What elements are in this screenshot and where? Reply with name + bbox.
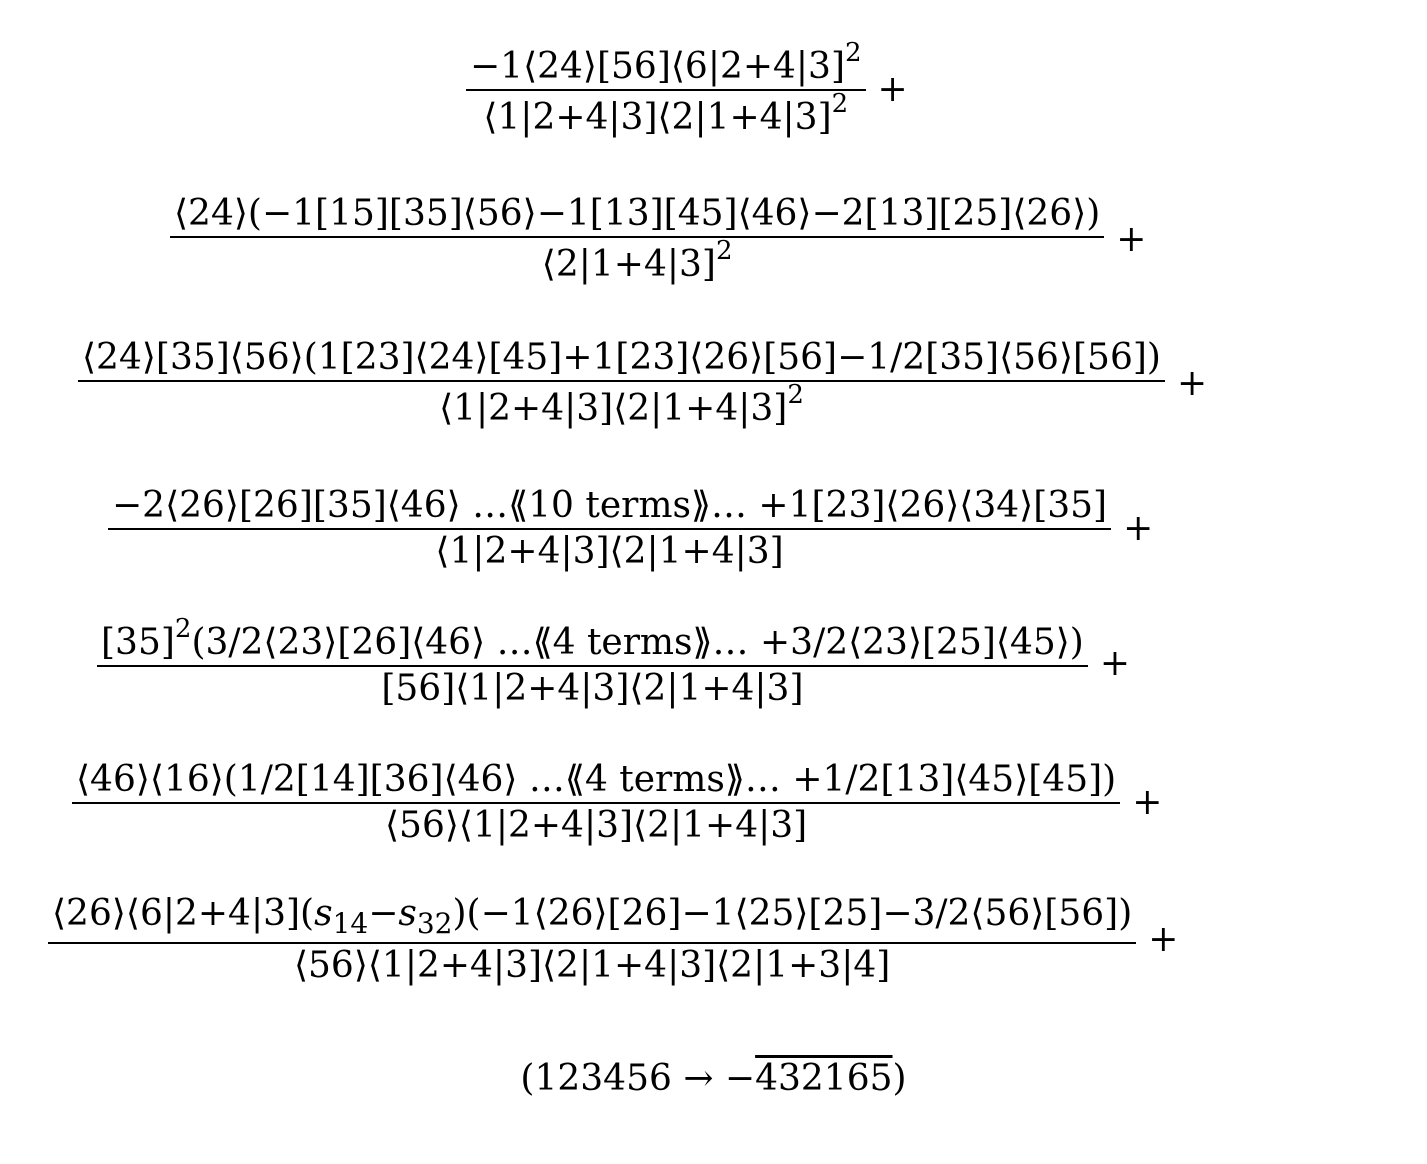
denominator-text: ⟨1|2+4|3]⟨2|1+4|3]	[439, 388, 788, 429]
numerator	[78, 337, 1165, 382]
term-6	[72, 759, 1163, 846]
numerator-text: (3/2⟨23⟩[26]⟨46⟩ …⟪4 terms⟫… +3/2⟨23⟩[25]⟨45⟩)	[191, 622, 1084, 663]
fraction	[97, 614, 1088, 709]
exponent: 2	[715, 236, 733, 266]
term-7	[48, 893, 1179, 987]
permutation-conjugate: 432165	[755, 1058, 893, 1099]
permutation-note	[0, 1058, 1427, 1099]
fraction	[72, 759, 1120, 846]
numerator	[72, 759, 1120, 804]
plus-sign: +	[1148, 919, 1179, 961]
denominator	[431, 530, 787, 570]
term-3	[78, 337, 1208, 429]
mandelstam-s: s	[314, 893, 333, 934]
exponent: 2	[845, 38, 862, 68]
term-1	[466, 38, 908, 138]
denominator	[381, 804, 811, 844]
denominator	[479, 91, 852, 136]
plus-sign: +	[877, 69, 908, 110]
permutation-open: (123456 → −	[520, 1058, 756, 1099]
denominator-text: ⟨1|2+4|3]⟨2|1+4|3]	[435, 531, 784, 572]
denominator-text: ⟨56⟩⟨1|2+4|3]⟨2|1+4|3]	[385, 805, 808, 846]
numerator	[97, 614, 1088, 667]
numerator-text: ⟨46⟩⟨16⟩(1/2[14][36]⟨46⟩ …⟪4 terms⟫… +1/2[13]⟨45⟩[45])	[76, 759, 1117, 800]
numerator-text-b: )(−1⟨26⟩[26]−1⟨25⟩[25]−3/2⟨56⟩[56])	[452, 893, 1133, 934]
exponent: 2	[787, 380, 804, 410]
plus-sign: +	[1099, 642, 1131, 684]
numerator-text: −2⟨26⟩[26][35]⟨46⟩ …⟪10 terms⟫… +1[23]⟨26⟩⟨34⟩[35]	[112, 485, 1108, 526]
numerator-prefix: [35]	[101, 622, 175, 663]
denominator	[377, 667, 807, 707]
fraction	[170, 193, 1104, 285]
numerator-text-a: ⟨26⟩⟨6|2+4|3](	[52, 893, 315, 934]
numerator-text: −1⟨24⟩[56]⟨6|2+4|3]	[470, 46, 845, 87]
exponent: 2	[831, 89, 849, 119]
term-5	[97, 614, 1131, 709]
term-2	[170, 193, 1147, 285]
denominator-text: ⟨56⟩⟨1|2+4|3]⟨2|1+4|3]⟨2|1+3|4]	[293, 945, 891, 987]
fraction	[466, 38, 866, 138]
numerator	[48, 893, 1136, 944]
denominator-text: ⟨2|1+4|3]	[541, 244, 716, 285]
numerator-text: ⟨24⟩(−1[15][35]⟨56⟩−1[13][45]⟨46⟩−2[13][25]⟨26⟩)	[174, 193, 1101, 234]
fraction	[78, 337, 1165, 429]
numerator-text: ⟨24⟩[35]⟨56⟩(1[23]⟨24⟩[45]+1[23]⟨26⟩[56]−1/2[35]⟨56⟩[56])	[82, 337, 1161, 378]
fraction	[108, 485, 1111, 572]
permutation-close: )	[892, 1058, 907, 1099]
denominator	[538, 238, 737, 283]
denominator	[290, 944, 894, 987]
numerator	[466, 38, 866, 91]
denominator-text: [56]⟨1|2+4|3]⟨2|1+4|3]	[381, 668, 804, 709]
minus-sign: −	[368, 893, 399, 934]
denominator-text: ⟨1|2+4|3]⟨2|1+4|3]	[483, 97, 832, 138]
exponent: 2	[174, 614, 192, 644]
plus-sign: +	[1123, 508, 1154, 549]
plus-sign: +	[1176, 362, 1208, 404]
denominator	[435, 382, 808, 427]
numerator	[108, 485, 1111, 530]
fraction	[48, 893, 1136, 987]
term-4	[108, 485, 1154, 572]
numerator	[170, 193, 1104, 238]
plus-sign: +	[1116, 218, 1147, 260]
subscript: 14	[332, 907, 369, 941]
plus-sign: +	[1132, 782, 1163, 823]
mandelstam-s: s	[398, 893, 417, 934]
subscript: 32	[416, 907, 453, 941]
